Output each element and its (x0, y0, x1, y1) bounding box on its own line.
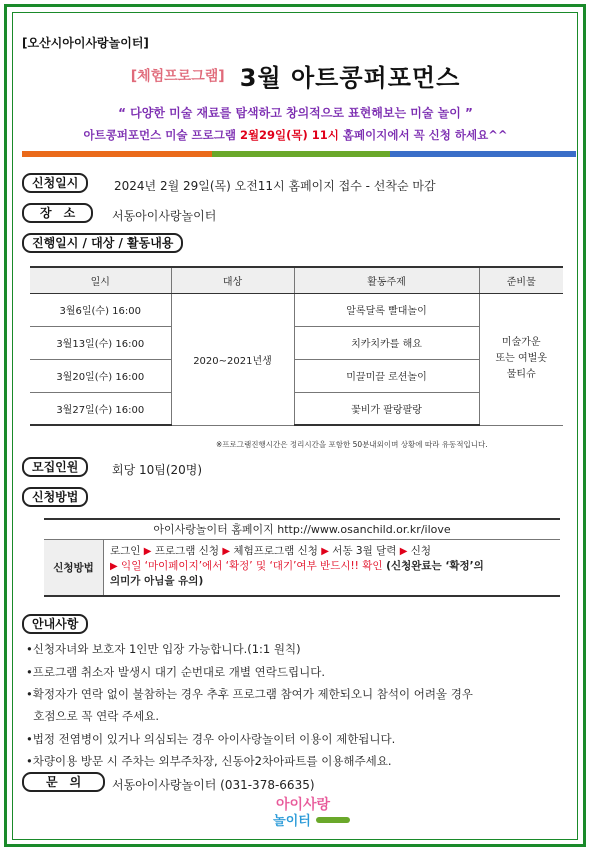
logo-line-1: 아이사랑 (275, 797, 331, 813)
method-steps-line (110, 544, 554, 559)
notice-item: •법정 전염병이 있거나 의심되는 경우 아이사랑놀이터 이용이 제한됩니다. (26, 732, 396, 746)
program-tag: [체험프로그램] (130, 68, 225, 85)
place-label: 장 소 (22, 203, 93, 223)
arrow-right-icon: ▶ (110, 561, 118, 572)
apply-date-value: 2024년 2월 29일(목) 오전11시 홈페이지 접수 - 선착순 마감 (114, 179, 436, 193)
method-row-label: 신청방법 (44, 540, 104, 595)
arrow-right-icon: ▶ (399, 546, 408, 557)
apply-reminder-date: 2월29일(목) 11시 (239, 128, 339, 142)
homepage-url[interactable]: 아이사랑놀이터 홈페이지 http://www.osanchild.or.kr/ilove (44, 518, 560, 540)
apply-reminder-suffix: 홈페이지에서 꼭 신청 하세요^^ (338, 128, 508, 142)
warning-bold-text: (신청완료는 ‘확정’의 (382, 560, 484, 572)
divider-green (212, 151, 390, 157)
place-value: 서동아이사랑놀이터 (112, 209, 217, 223)
arrow-right-icon: ▶ (222, 546, 231, 557)
notice-item: •확정자가 연락 없이 불참하는 경우 추후 프로그램 참여가 제한되오니 참석이 어려울 경우 (26, 687, 473, 701)
method-steps (104, 540, 560, 595)
header-prep: 준비물 (479, 267, 563, 293)
table-row (30, 293, 563, 326)
logo-line-2: 놀이터 (273, 814, 311, 829)
contact-label: 문 의 (22, 772, 105, 792)
schedule-table (30, 266, 563, 426)
warning-line-2: 의미가 아님을 유의) (110, 575, 204, 587)
prep-items (479, 293, 563, 425)
recruit-value: 회당 10팀(20명) (112, 463, 203, 477)
page-title: 3월 아트콩퍼포먼스 (239, 64, 461, 92)
recruit-label: 모집인원 (22, 457, 88, 477)
apply-date-label: 신청일시 (22, 173, 88, 193)
apply-reminder-prefix: 아트콩퍼포먼스 미술 프로그램 (83, 128, 240, 142)
prep-item: 미술가운 (501, 337, 541, 348)
notice-item: 호점으로 꼭 연락 주세요. (26, 709, 160, 723)
divider-blue (390, 151, 576, 157)
notice-label: 안내사항 (22, 614, 88, 634)
arrow-right-icon: ▶ (143, 546, 152, 557)
step-calendar: 서동 3월 달력 (332, 545, 397, 557)
session-date: 3월20일(수) 16:00 (30, 359, 171, 392)
step-program: 프로그램 신청 (154, 545, 220, 557)
header-date: 일시 (30, 267, 171, 293)
session-topic: 꽃비가 팔랑팔랑 (294, 392, 479, 425)
method-label: 신청방법 (22, 487, 88, 507)
prep-item: 또는 여벌옷 (495, 353, 547, 364)
arrow-right-icon: ▶ (321, 546, 329, 557)
table-header-row (30, 267, 563, 293)
step-login: 로그인 (110, 545, 141, 557)
apply-reminder (0, 127, 591, 143)
session-topic: 치카치카를 해요 (294, 326, 479, 359)
session-topic: 알록달록 빨대놀이 (294, 293, 479, 326)
session-date: 3월13일(수) 16:00 (30, 326, 171, 359)
warning-red-text: 익일 ‘마이페이지’에서 ‘확정’ 및 ‘대기’여부 반드시!! 확인 (121, 560, 383, 572)
schedule-label: 진행일시 / 대상 / 활동내용 (22, 233, 183, 253)
method-row (44, 540, 560, 597)
step-apply: 신청 (410, 545, 432, 557)
header-target: 대상 (171, 267, 294, 293)
logo-accent (316, 817, 350, 823)
notice-item: •차량이용 방문 시 주차는 외부주차장, 신동아2차아파트를 이용해주세요. (26, 754, 392, 768)
schedule-note: ※프로그램진행시간은 정리시간을 포함한 50분내외이며 상황에 따라 유동적입니다. (216, 440, 488, 449)
title-row (0, 58, 591, 93)
contact-value: 서동아이사랑놀이터 (031-378-6635) (112, 778, 315, 792)
ilove-playground-logo (248, 795, 358, 829)
divider-orange (22, 151, 212, 157)
color-divider (22, 151, 576, 157)
notice-item: •프로그램 취소자 발생시 대기 순번대로 개별 연락드립니다. (26, 665, 325, 679)
header-topic: 활동주제 (294, 267, 479, 293)
target-age: 2020~2021년생 (171, 293, 294, 425)
session-date: 3월27일(수) 16:00 (30, 392, 171, 425)
session-date: 3월6일(수) 16:00 (30, 293, 171, 326)
method-warning (110, 559, 554, 574)
prep-item: 물티슈 (506, 369, 536, 380)
session-topic: 미끌미끌 로션놀이 (294, 359, 479, 392)
tagline: “ 다양한 미술 재료를 탐색하고 창의적으로 표현해보는 미술 놀이 ” (118, 106, 473, 120)
organization-name: [오산시아이사랑놀이터] (22, 36, 149, 50)
notice-item: •신청자녀와 보호자 1인만 입장 가능합니다.(1:1 원칙) (26, 642, 301, 656)
step-experience: 체험프로그램 신청 (233, 545, 318, 557)
